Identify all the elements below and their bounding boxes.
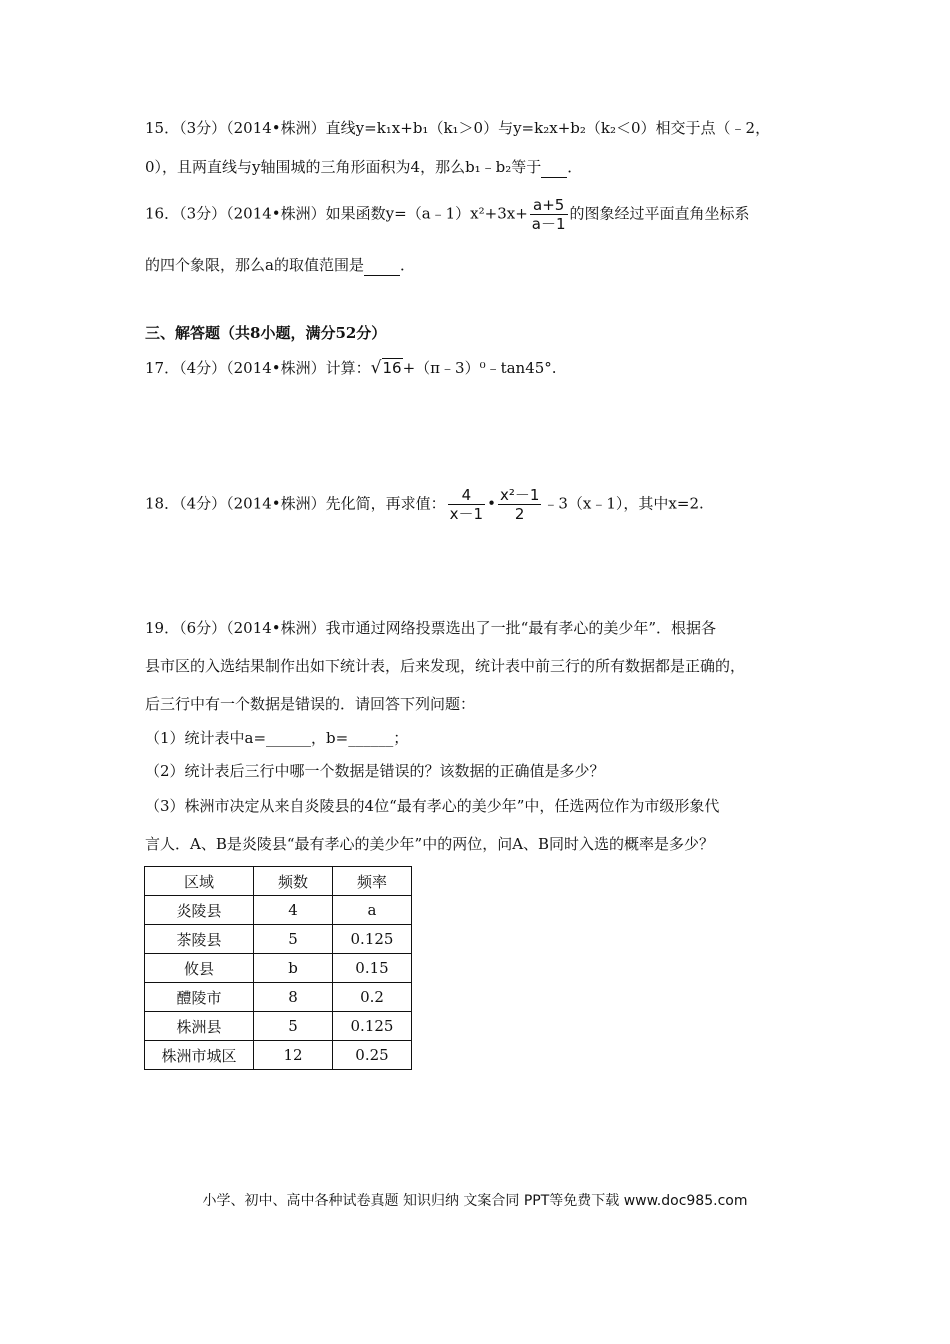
sqrt-icon: √ [370,358,382,378]
table-row [145,983,412,1012]
q16-prefix: 16．（3分）（2014•株洲）如果函数y=（a﹣1）x²+3x+ [145,204,528,223]
table-row [145,896,412,925]
q17-radicand: 16 [382,359,402,377]
table-cell: 12 [254,1041,333,1070]
multiply-dot: • [487,494,496,513]
header-cell-frequency: 频数 [254,867,333,896]
table-row [145,925,412,954]
q19-line3: 后三行中有一个数据是错误的．请回答下列问题： [145,695,476,713]
fraction-denominator: 2 [514,505,525,523]
header-cell-region: 区域 [145,867,254,896]
q17-prefix: 17．（4分）（2014•株洲）计算： [145,359,371,377]
table-row [145,1041,412,1070]
fraction-denominator: a－1 [531,215,566,233]
table-cell: 8 [254,983,333,1012]
table-cell: b [254,954,333,983]
table-cell: 醴陵市 [145,983,254,1012]
table-cell: 0.2 [333,983,412,1012]
table-cell: 茶陵县 [145,925,254,954]
q15-line1: 15．（3分）（2014•株洲）直线y=k₁x+b₁（k₁＞0）与y=k₂x+b₂（k₂＜0）相交于点（﹣2， [145,119,771,137]
fraction-numerator: a+5 [530,196,568,215]
q19-line2: 县市区的入选结果制作出如下统计表，后来发现，统计表中前三行的所有数据都是正确的， [145,657,746,675]
table-cell: 株洲县 [145,1012,254,1041]
q15-line2-text: 0），且两直线与y轴围城的三角形面积为4，那么b₁﹣b₂等于 [145,158,542,176]
answer-blank [541,157,567,178]
q16-fraction [530,196,568,233]
q19-sub3-line1: （3）株洲市决定从来自炎陵县的4位“最有孝心的美少年”中，任选两位作为市级形象代 [145,797,720,815]
table-cell: 0.125 [333,925,412,954]
q19-line1: 19．（6分）（2014•株洲）我市通过网络投票选出了一批“最有孝心的美少年”．根据各 [145,619,716,637]
q16-line2-text: 的四个象限，那么a的取值范围是 [145,256,364,274]
page-footer: 小学、初中、高中各种试卷真题 知识归纳 文案合同 PPT等免费下载 www.doc985.com [202,1193,748,1209]
q16-line1 [145,196,750,233]
q19-sub2: （2）统计表后三行中哪一个数据是错误的？该数据的正确值是多少？ [145,762,605,780]
q19-sub3-line2: 言人．A、B是炎陵县“最有孝心的美少年”中的两位，问A、B同时入选的概率是多少？ [145,835,715,853]
q17-line [145,358,557,378]
table-cell: a [333,896,412,925]
fraction-numerator: x²－1 [499,486,540,504]
q18-line [145,486,704,523]
fraction-numerator: 4 [448,486,485,505]
statistics-table [144,866,412,1070]
q18-fraction-2 [498,486,541,523]
q19-sub1: （1）统计表中a=______，b=______； [145,729,409,747]
table-cell: 攸县 [145,954,254,983]
table-cell: 0.15 [333,954,412,983]
q16-end: ． [399,256,415,274]
answer-blank [364,255,400,276]
q16-suffix: 的图象经过平面直角坐标系 [569,204,750,223]
q15-line2 [145,157,582,178]
q18-fraction-1 [448,486,485,523]
q18-suffix: ﹣3（x﹣1），其中x=2. [543,494,704,513]
q16-line2 [145,255,415,276]
q17-suffix: +（π﹣3）⁰﹣tan45°. [402,359,557,377]
table-row [145,1012,412,1041]
header-cell-rate: 频率 [333,867,412,896]
table-header-row [145,867,412,896]
section-title: 三、解答题（共8小题，满分52分） [145,324,387,342]
table-cell: 0.25 [333,1041,412,1070]
table-cell: 4 [254,896,333,925]
table-cell: 5 [254,1012,333,1041]
table-cell: 0.125 [333,1012,412,1041]
table-cell: 5 [254,925,333,954]
q15-end: ． [567,158,583,176]
q18-prefix: 18．（4分）（2014•株洲）先化简，再求值： [145,494,446,513]
table-cell: 株洲市城区 [145,1041,254,1070]
fraction-denominator: x－1 [449,505,484,523]
table-cell: 炎陵县 [145,896,254,925]
table-row [145,954,412,983]
